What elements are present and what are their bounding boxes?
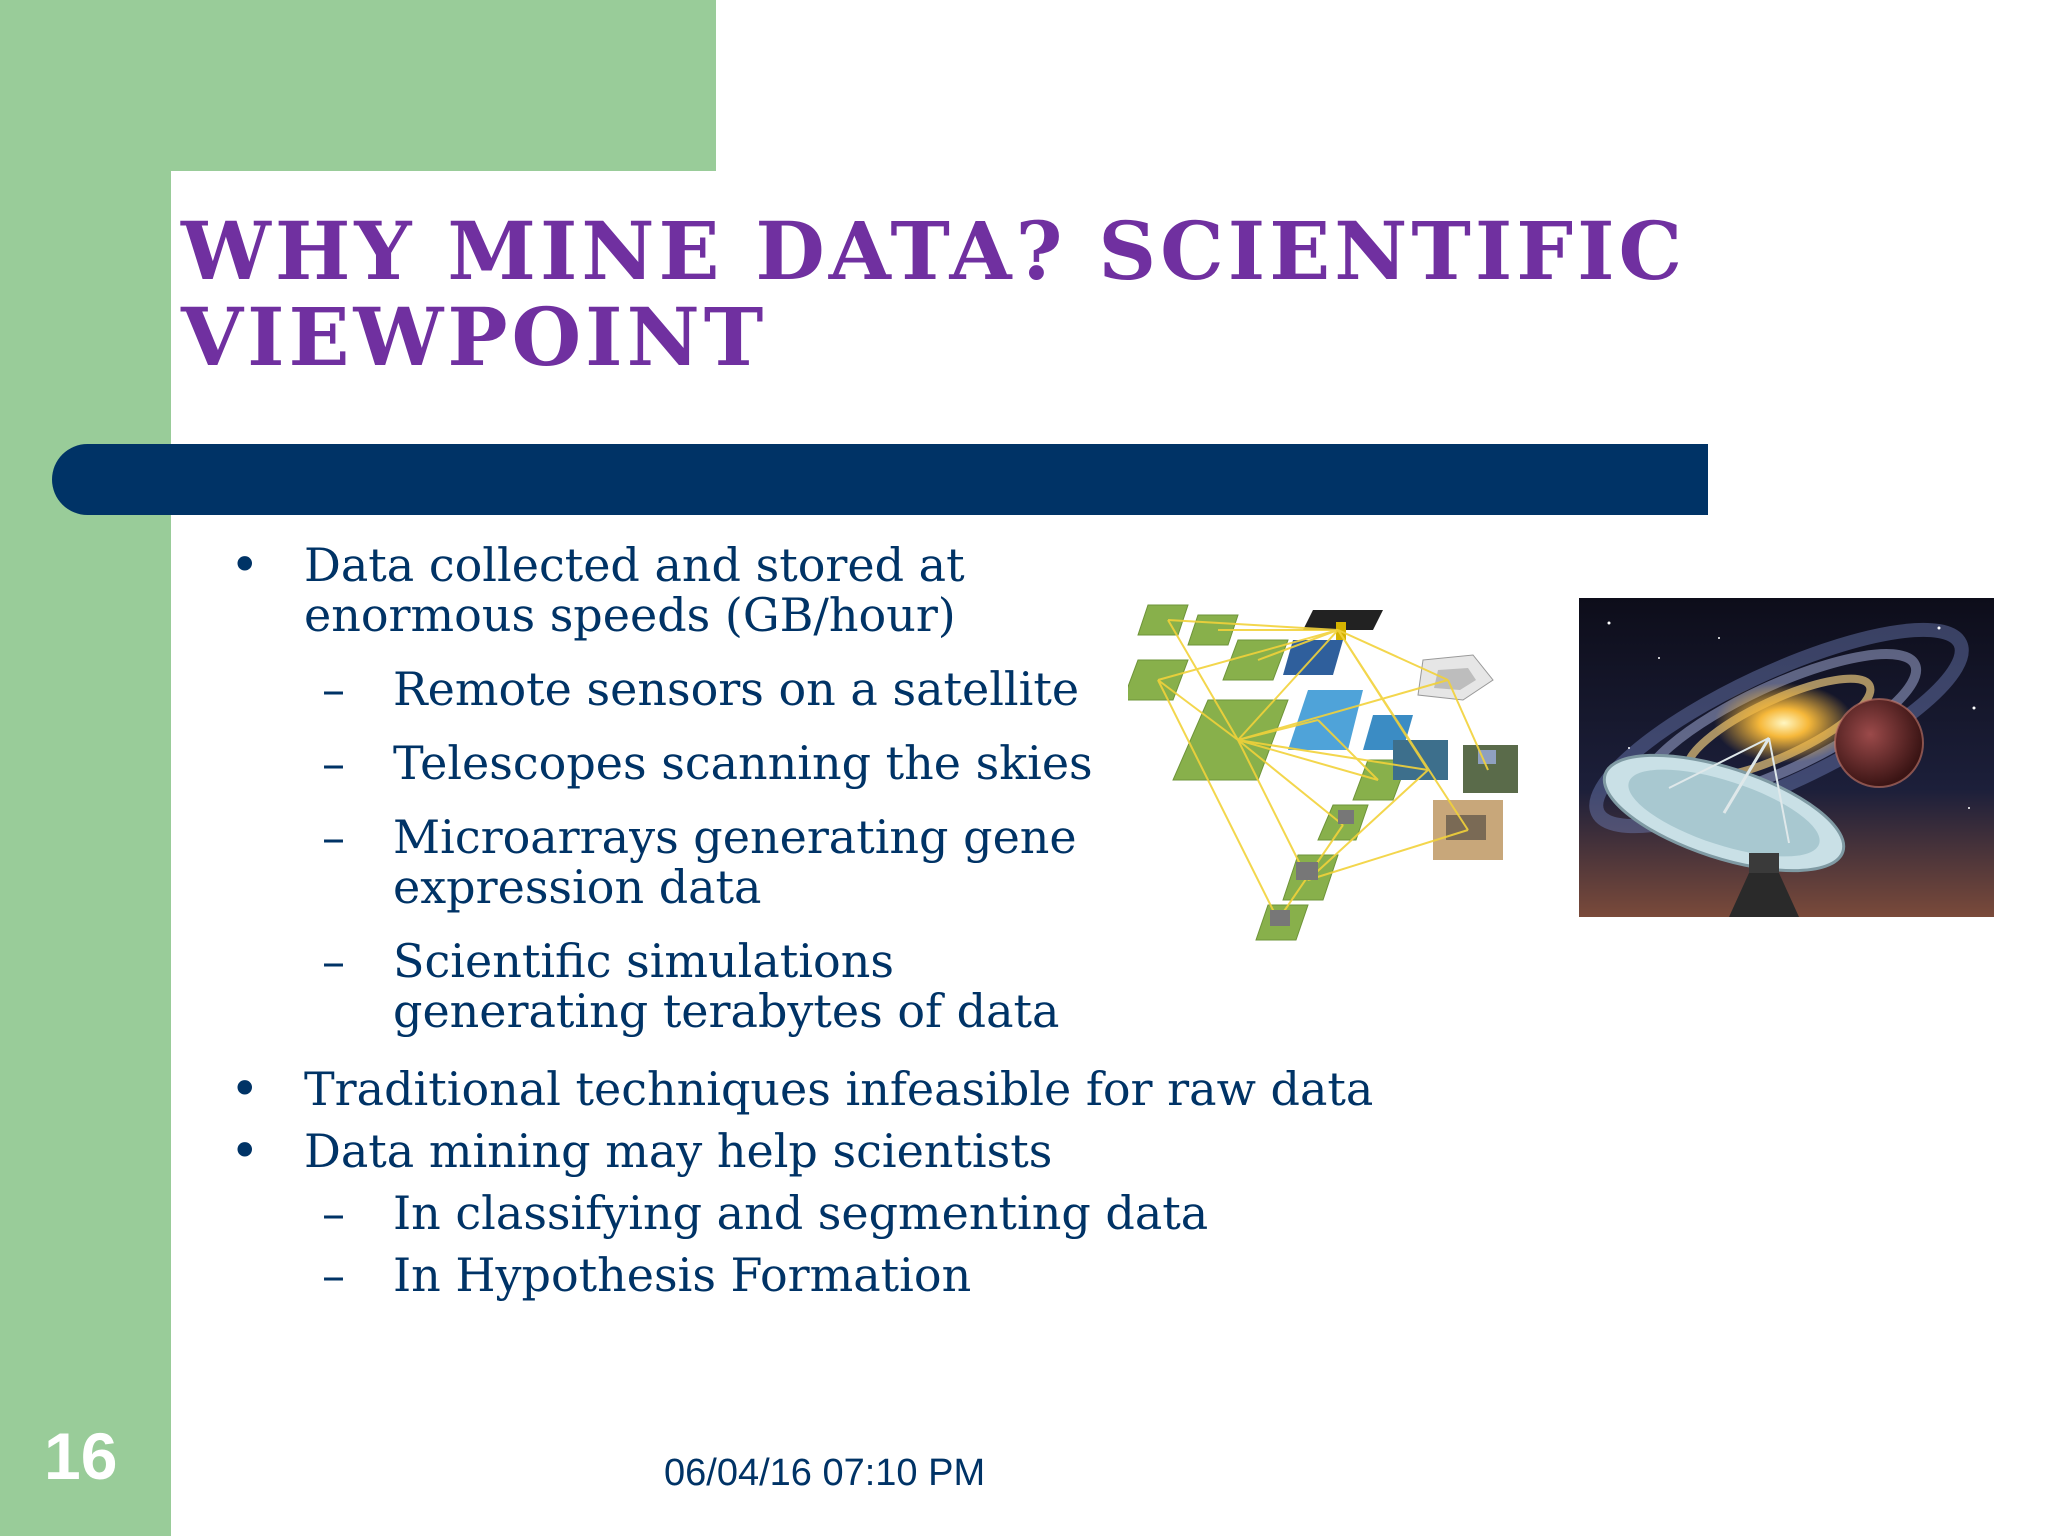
sub-bullet-item [222,936,1482,1036]
bullet-text: In classifying and segmenting data [393,1186,1209,1240]
bullet-item [222,1060,1482,1118]
bullet-text: In Hypothesis Formation [393,1248,972,1302]
slide-number: 16 [44,1419,118,1493]
slide-title: WHY MINE DATA? SCIENTIFIC VIEWPOINT [181,204,1687,384]
bullet-text: Microarrays generating gene expression data [393,810,1077,914]
network-sensor-diagram-image [1128,600,1538,950]
dash-marker: – [322,934,345,988]
title-underline-bar [52,444,1708,515]
bullet-text: Data collected and stored at enormous speeds (GB/hour) [304,538,965,642]
bullet-text: Traditional techniques infeasible for raw data [304,1062,1374,1116]
sub-bullet-item [222,1188,1482,1238]
galaxy-radio-telescope-image [1579,598,1994,917]
sub-bullet-item [222,1250,1482,1300]
bullet-text: Telescopes scanning the skies [393,736,1093,790]
bullet-marker: • [230,536,260,594]
dash-marker: – [322,1248,345,1302]
top-green-band [0,0,716,171]
building-icon [1418,655,1493,700]
bullet-marker: • [230,1060,260,1118]
bullet-text: Remote sensors on a satellite [393,662,1080,716]
dash-marker: – [322,736,345,790]
dash-marker: – [322,1186,345,1240]
footer-date: 06/04/16 07:10 PM [664,1452,986,1494]
bullet-marker: • [230,1122,260,1180]
bullet-text: Scientific simulations generating terabytes of data [393,934,1060,1038]
bullet-item [222,1122,1482,1180]
dash-marker: – [322,810,345,864]
sidebar-green-band [0,0,171,1536]
dash-marker: – [322,662,345,716]
bullet-text: Data mining may help scientists [304,1124,1053,1178]
